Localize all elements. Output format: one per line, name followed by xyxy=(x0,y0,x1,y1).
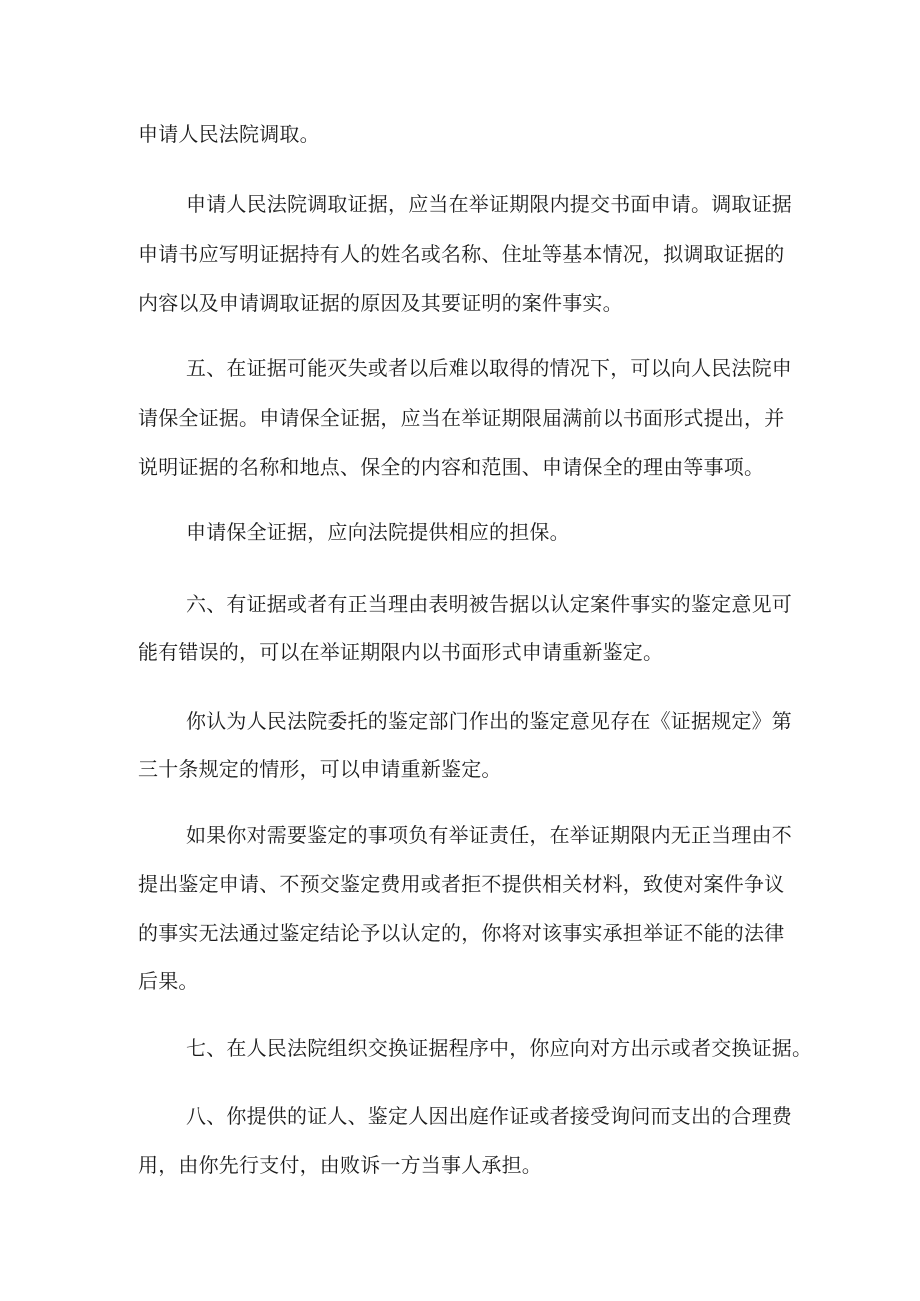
paragraph-8-line-0: 八、你提供的证人、鉴定人因出庭作证或者接受询问而支出的合理费 xyxy=(186,1104,792,1128)
paragraph-0-line-0: 申请人民法院调取。 xyxy=(138,122,320,146)
paragraph-2-line-0: 五、在证据可能灭失或者以后难以取得的情况下，可以向人民法院申 xyxy=(186,356,792,380)
paragraph-6-line-1: 提出鉴定申请、不预交鉴定费用或者拒不提供相关材料，致使对案件争议 xyxy=(138,872,785,896)
paragraph-4-line-1: 能有错误的，可以在举证期限内以书面形式申请重新鉴定。 xyxy=(138,640,664,664)
paragraph-6-line-3: 后果。 xyxy=(138,969,199,993)
paragraph-8-line-1: 用，由你先行支付，由败诉一方当事人承担。 xyxy=(138,1153,542,1177)
paragraph-7-line-0: 七、在人民法院组织交换证据程序中，你应向对方出示或者交换证据。 xyxy=(186,1036,813,1060)
paragraph-1-line-0: 申请人民法院调取证据，应当在举证期限内提交书面申请。调取证据 xyxy=(186,192,792,216)
paragraph-2-line-1: 请保全证据。申请保全证据，应当在举证期限届满前以书面形式提出，并 xyxy=(138,406,785,430)
paragraph-5-line-1: 三十条规定的情形，可以申请重新鉴定。 xyxy=(138,757,502,781)
paragraph-5-line-0: 你认为人民法院委托的鉴定部门作出的鉴定意见存在《证据规定》第 xyxy=(186,709,792,733)
paragraph-4-line-0: 六、有证据或者有正当理由表明被告据以认定案件事实的鉴定意见可 xyxy=(186,592,792,616)
paragraph-1-line-1: 申请书应写明证据持有人的姓名或名称、住址等基本情况，拟调取证据的 xyxy=(138,242,785,266)
paragraph-1-line-2: 内容以及申请调取证据的原因及其要证明的案件事实。 xyxy=(138,291,623,315)
paragraph-3-line-0: 申请保全证据，应向法院提供相应的担保。 xyxy=(186,520,570,544)
paragraph-6-line-2: 的事实无法通过鉴定结论予以认定的，你将对该事实承担举证不能的法律 xyxy=(138,921,785,945)
paragraph-2-line-2: 说明证据的名称和地点、保全的内容和范围、申请保全的理由等事项。 xyxy=(138,455,765,479)
paragraph-6-line-0: 如果你对需要鉴定的事项负有举证责任，在举证期限内无正当理由不 xyxy=(186,823,792,847)
